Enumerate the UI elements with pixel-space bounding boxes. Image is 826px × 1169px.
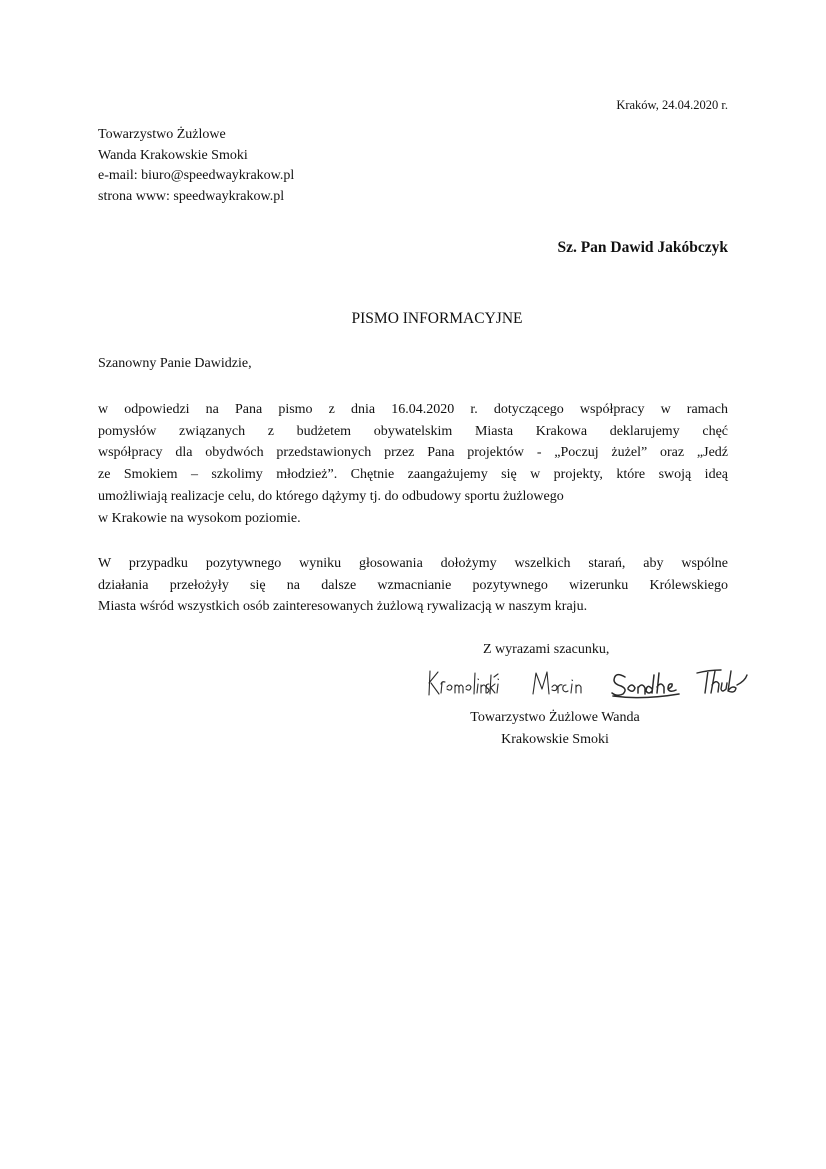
letter-date: Kraków, 24.04.2020 r. <box>616 98 728 112</box>
paragraph-line: ze Smokiem – szkolimy młodzież”. Chętnie zaangażujemy się w projekty, które swoją ideą <box>98 467 728 483</box>
paragraph-line: W przypadku pozytywnego wyniku głosowania dołożymy wszelkich starań, aby wspólne <box>98 556 728 571</box>
salutation: Szanowny Panie Dawidzie, <box>98 356 252 371</box>
paragraph-line: Miasta wśród wszystkich osób zainteresowanych żużlową rywalizacją w naszym kraju. <box>98 599 588 615</box>
body-paragraph-2 <box>98 553 728 618</box>
sender-email: e-mail: biuro@speedwaykrakow.pl <box>98 168 295 183</box>
signature-org-line: Krakowskie Smoki <box>501 732 609 747</box>
paragraph-line: w Krakowie na wysokom poziomie. <box>98 510 301 526</box>
sender-line: Wanda Krakowskie Smoki <box>98 147 248 163</box>
document-title: PISMO INFORMACYJNE <box>351 310 523 327</box>
signature-thub <box>697 670 747 693</box>
sender-website: strona www: speedwaykrakow.pl <box>98 188 285 204</box>
sender-line: Towarzystwo Żużlowe <box>98 127 226 142</box>
signature-kromolinski <box>429 671 499 695</box>
sender-address <box>98 125 294 207</box>
paragraph-line: w odpowiedzi na Pana pismo z dnia 16.04.2020 r. dotyczącego współpracy w ramach <box>98 402 728 417</box>
paragraph-line: działania przełożyły się na dalsze wzmacnianie pozytywnego wizerunku Królewskiego <box>98 577 728 593</box>
handwritten-signatures <box>425 663 755 703</box>
paragraph-line: umożliwiają realizacje celu, do którego dążymy tj. do odbudowy sportu żużlowego <box>98 488 564 504</box>
paragraph-line: współpracy dla obydwóch przedstawionych przez Pana projektów - „Poczuj żużel” oraz „Jedź <box>98 445 728 461</box>
closing-phrase: Z wyrazami szacunku, <box>483 642 610 657</box>
signature-org-line: Towarzystwo Żużlowe Wanda <box>470 710 640 725</box>
paragraph-line: pomysłów związanych z budżetem obywatelskim Miasta Krakowa deklarujemy chęć <box>98 423 728 439</box>
signature-block <box>430 707 680 751</box>
body-paragraph-1 <box>98 399 728 529</box>
signature-marcin <box>533 672 581 694</box>
signature-sondhe <box>612 673 679 698</box>
recipient-name: Sz. Pan Dawid Jakóbczyk <box>557 239 728 256</box>
